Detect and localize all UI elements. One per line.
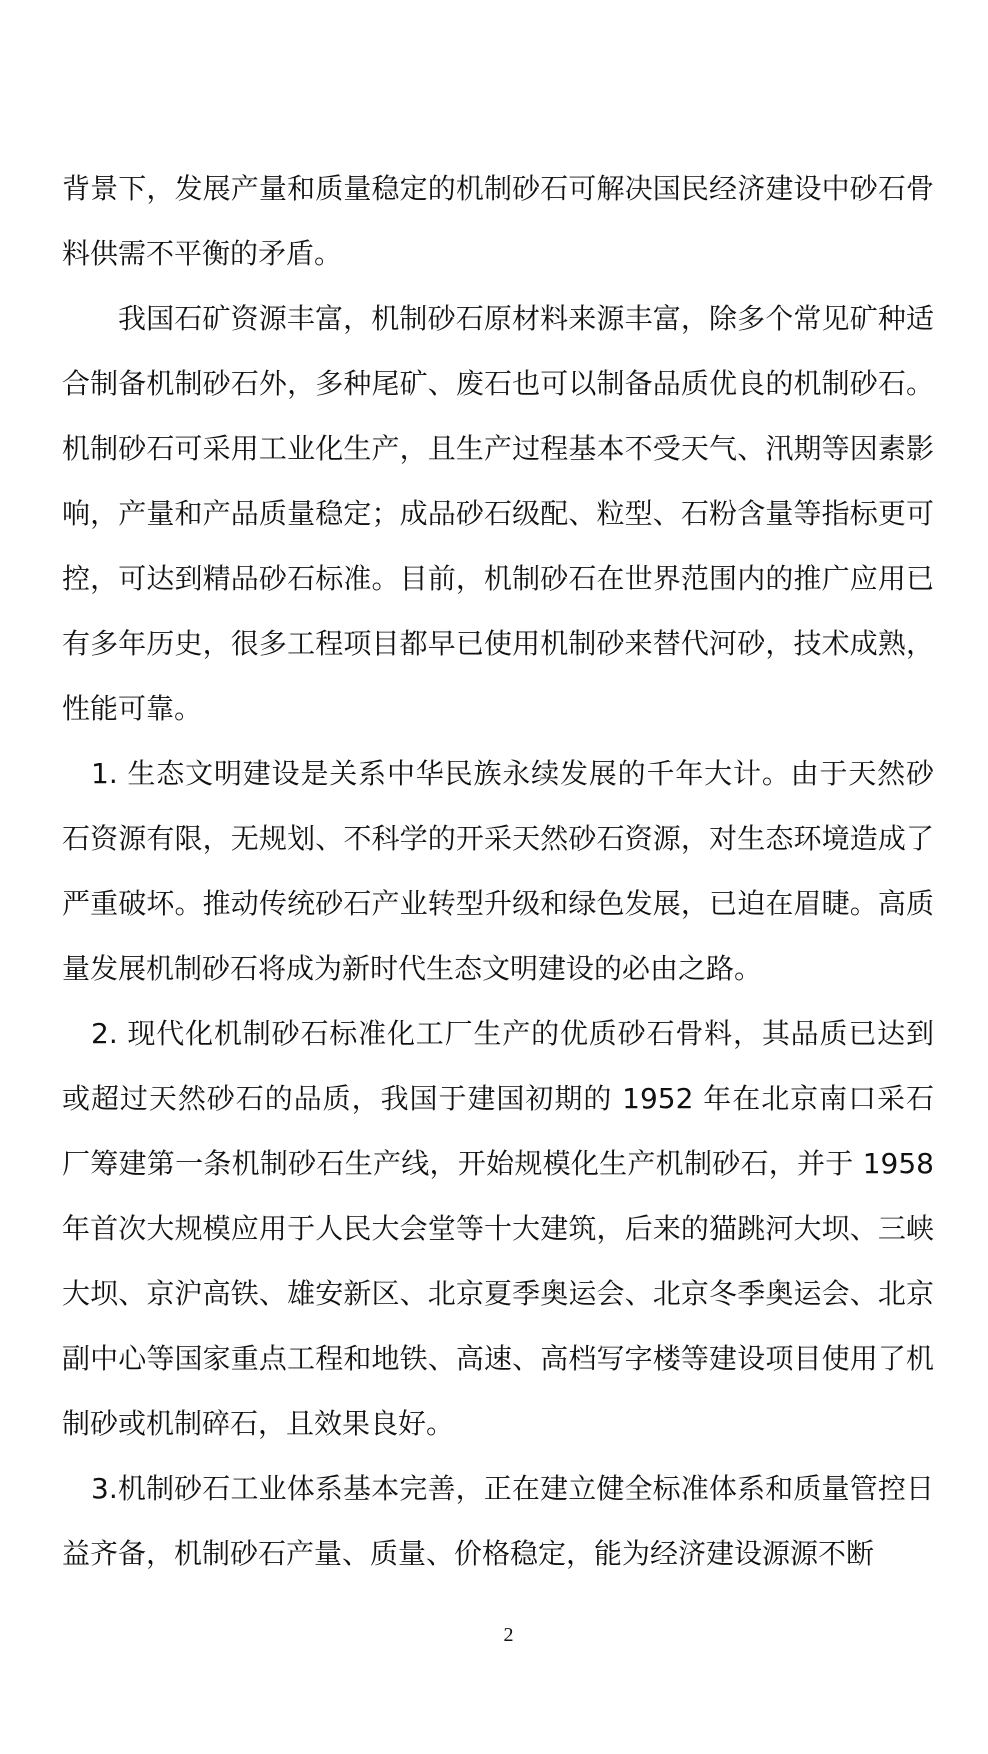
body-text — [62, 156, 934, 1586]
paragraph-point-1: 1. 生态文明建设是关系中华民族永续发展的千年大计。由于天然砂石资源有限，无规划、不科学的开采天然砂石资源，对生态环境造成了严重破坏。推动传统砂石产业转型升级和绿色发展，已迫在眉睫。高质量发展机制砂石将成为新时代生态文明建设的必由之路。 — [62, 757, 934, 985]
paragraph-continuation: 背景下，发展产量和质量稳定的机制砂石可解决国民经济建设中砂石骨料供需不平衡的矛盾。 — [62, 172, 934, 270]
paragraph-point-3: 3.机制砂石工业体系基本完善，正在建立健全标准体系和质量管控日益齐备，机制砂石产量、质量、价格稳定，能为经济建设源源不断 — [62, 1472, 934, 1570]
paragraph-resources: 我国石矿资源丰富，机制砂石原材料来源丰富，除多个常见矿种适合制备机制砂石外，多种尾矿、废石也可以制备品质优良的机制砂石。机制砂石可采用工业化生产，且生产过程基本不受天气、汛期等因素影响，产量和产品质量稳定；成品砂石级配、粒型、石粉含量等指标更可控，可达到精品砂石标准。目前，机制砂石在世界范围内的推广应用已有多年历史，很多工程项目都早已使用机制砂来替代河砂，技术成熟，性能可靠。 — [62, 302, 934, 725]
page-number: 2 — [503, 1624, 514, 1646]
paragraph-point-2: 2. 现代化机制砂石标准化工厂生产的优质砂石骨料，其品质已达到或超过天然砂石的品质，我国于建国初期的 1952 年在北京南口采石厂筹建第一条机制砂石生产线，开始规模化生产机制砂石，并于 1958 年首次大规模应用于人民大会堂等十大建筑，后来的猫跳河大坝、三峡大坝、京沪高铁、雄安新区、北京夏季奥运会、北京冬季奥运会、北京副中心等国家重点工程和地铁、高速、高档写字楼等建设项目使用了机制砂或机制碎石，且效果良好。 — [62, 1017, 934, 1440]
